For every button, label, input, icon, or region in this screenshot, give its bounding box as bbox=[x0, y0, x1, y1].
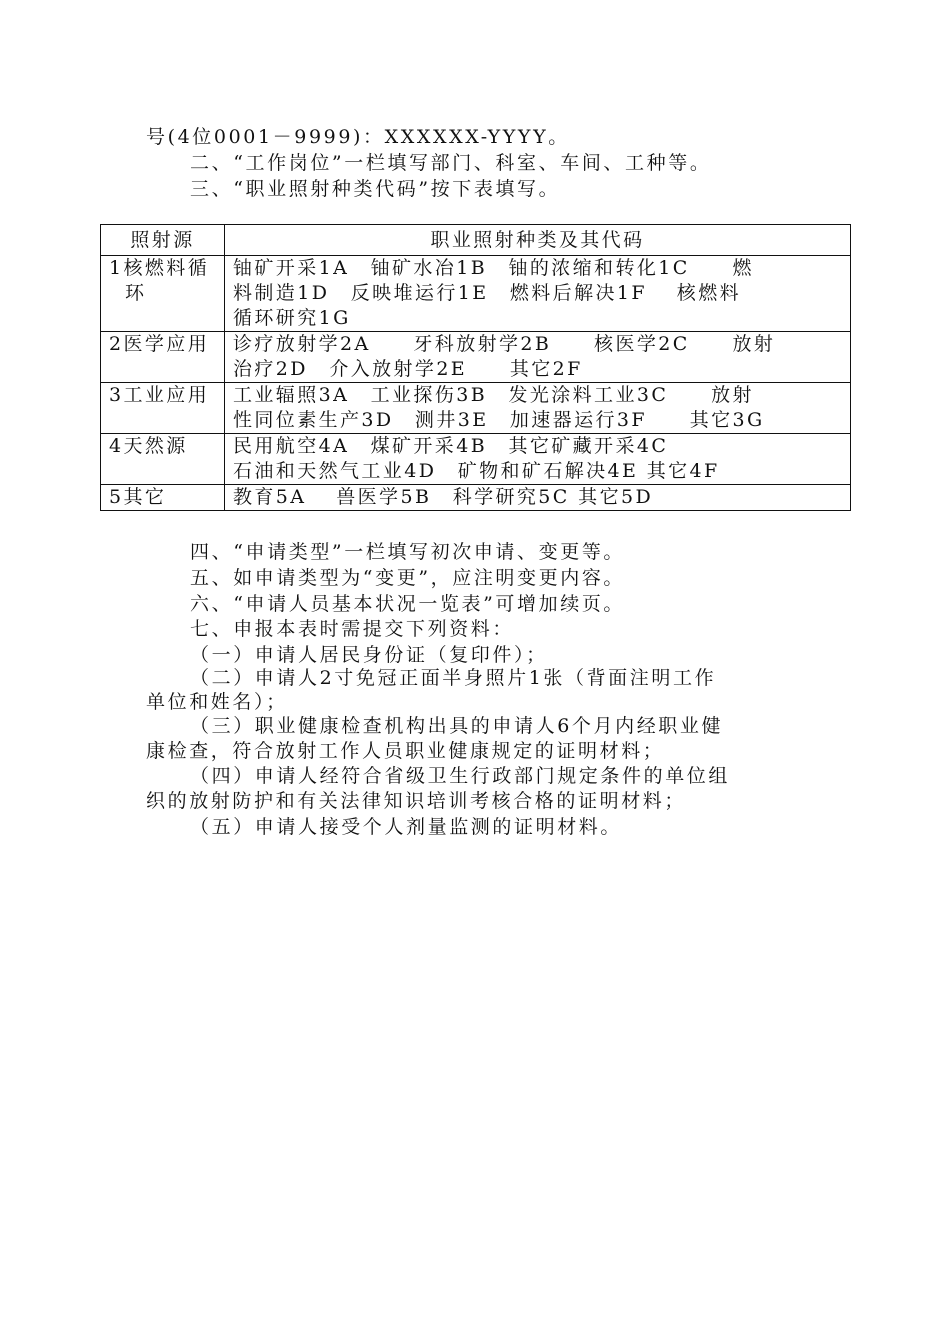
intro-line-2: 二、“工作岗位”一栏填写部门、科室、车间、工种等。 bbox=[190, 152, 712, 174]
row-source-line: 1核燃料循 bbox=[109, 257, 210, 279]
material-4-line-2: 织的放射防护和有关法律知识培训考核合格的证明材料； bbox=[146, 790, 687, 812]
row-source: 3工业应用 bbox=[101, 383, 225, 434]
row-source bbox=[101, 256, 225, 332]
row-kinds-line: 铀矿开采1A 铀矿水冶1B 铀的浓缩和转化1C 燃 bbox=[233, 257, 754, 279]
row-kinds-line: 教育5A 兽医学5B 科学研究5C 其它5D bbox=[233, 486, 654, 508]
material-2-line-2: 单位和姓名）； bbox=[146, 691, 288, 713]
table-row bbox=[101, 256, 851, 332]
row-kinds-line: 性同位素生产3D 测井3E 加速器运行3F 其它3G bbox=[233, 409, 765, 431]
material-5: （五）申请人接受个人剂量监测的证明材料。 bbox=[190, 816, 623, 838]
note-7: 七、申报本表时需提交下列资料： bbox=[190, 618, 515, 640]
row-source: 5其它 bbox=[101, 485, 225, 511]
material-2-line-1: （二）申请人2寸免冠正面半身照片1张（背面注明工作 bbox=[190, 667, 717, 689]
row-kinds-line: 治疗2D 介入放射学2E 其它2F bbox=[233, 358, 583, 380]
exposure-code-table bbox=[100, 224, 851, 511]
row-kinds bbox=[225, 434, 851, 485]
row-kinds-line: 循环研究1G bbox=[233, 307, 351, 329]
header-source: 照射源 bbox=[101, 225, 225, 256]
header-kinds: 职业照射种类及其代码 bbox=[225, 225, 851, 256]
material-3-line-1: （三）职业健康检查机构出具的申请人6个月内经职业健 bbox=[190, 715, 724, 737]
table-row bbox=[101, 485, 851, 511]
material-4-line-1: （四）申请人经符合省级卫生行政部门规定条件的单位组 bbox=[190, 765, 731, 787]
table-row bbox=[101, 434, 851, 485]
row-kinds bbox=[225, 485, 851, 511]
row-kinds-line: 石油和天然气工业4D 矿物和矿石解决4E 其它4F bbox=[233, 460, 720, 482]
row-kinds-line: 工业辐照3A 工业探伤3B 发光涂料工业3C 放射 bbox=[233, 384, 754, 406]
note-5: 五、如申请类型为“变更”，应注明变更内容。 bbox=[190, 567, 626, 589]
row-source: 4天然源 bbox=[101, 434, 225, 485]
table-row bbox=[101, 383, 851, 434]
note-4: 四、“申请类型”一栏填写初次申请、变更等。 bbox=[190, 541, 626, 563]
row-kinds-line: 民用航空4A 煤矿开采4B 其它矿藏开采4C bbox=[233, 435, 669, 457]
row-kinds bbox=[225, 256, 851, 332]
intro-line-3: 三、“职业照射种类代码”按下表填写。 bbox=[190, 178, 561, 200]
row-kinds-line: 料制造1D 反映堆运行1E 燃料后解决1F 核燃料 bbox=[233, 282, 741, 304]
row-source-line: 环 bbox=[125, 282, 147, 304]
note-6: 六、“申请人员基本状况一览表”可增加续页。 bbox=[190, 593, 626, 615]
material-3-line-2: 康检查，符合放射工作人员职业健康规定的证明材料； bbox=[146, 740, 665, 762]
material-1: （一）申请人居民身份证（复印件）； bbox=[190, 644, 548, 666]
intro-line-1: 号(4位0001－9999)：XXXXXX-YYYY。 bbox=[146, 126, 570, 148]
row-kinds bbox=[225, 332, 851, 383]
row-source: 2医学应用 bbox=[101, 332, 225, 383]
table-row bbox=[101, 332, 851, 383]
row-kinds-line: 诊疗放射学2A 牙科放射学2B 核医学2C 放射 bbox=[233, 333, 776, 355]
row-kinds bbox=[225, 383, 851, 434]
table-header-row bbox=[101, 225, 851, 256]
